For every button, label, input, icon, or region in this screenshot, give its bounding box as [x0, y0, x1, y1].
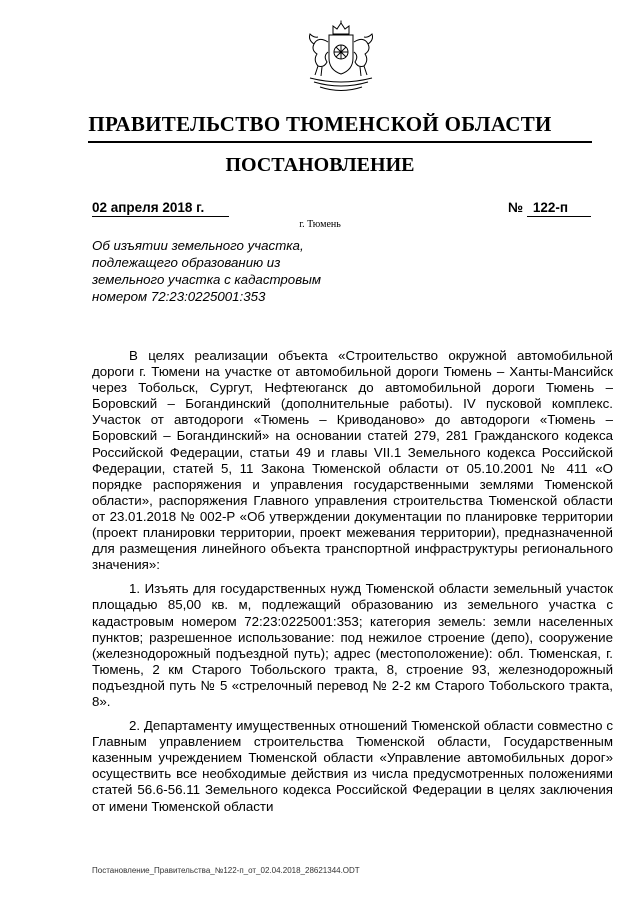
number-value: 122-п [527, 200, 591, 217]
document-city: г. Тюмень [299, 219, 341, 230]
coat-of-arms-icon [300, 20, 382, 100]
document-number [508, 200, 591, 217]
document-subject [92, 237, 362, 305]
header-divider [88, 141, 592, 143]
number-prefix: № [508, 200, 524, 215]
subject-line: номером 72:23:0225001:353 [92, 289, 266, 304]
subject-line: Об изъятии земельного участка, [92, 238, 304, 253]
subject-line: подлежащего образованию из [92, 255, 281, 270]
government-title: ПРАВИТЕЛЬСТВО ТЮМЕНСКОЙ ОБЛАСТИ [88, 112, 552, 136]
document-type: ПОСТАНОВЛЕНИЕ [225, 154, 415, 176]
document-date: 02 апреля 2018 г. [92, 200, 229, 217]
subject-line: земельного участка с кадастровым [92, 272, 322, 287]
preamble-paragraph: В целях реализации объекта «Строительство окружной автомобильной дороги г. Тюмени на участке от автомобильной дороги Тюмень – Ханты-Мансийск через Тобольск, Сургут, Нефтеюганск до автомобильной дороги Тюмень – Боровский – Богандинский (дополнительные работы). IV пусковой комплекс. Участок от автодороги «Тюмень – Криводаново» до автодороги «Тюмень – Боровский – Богандинский» на основании статей 279, 281 Гражданского кодекса Российской Федерации, статьи 49 и главы VII.1 Земельного кодекса Российской Федерации, статей 5, 11 Закона Тюменской области от 05.10.2001 № 411 «О порядке распоряжения и управления государственными землями Тюменской области», распоряжения Главного управления строительства Тюменской области от 23.01.2018 № 002-Р «Об утверждении документации по планировке территории (проект планировки территории, проект межевания территории), предназначенной для размещения линейного объекта транспортной инфраструктуры регионального значения»: [92, 348, 613, 573]
footer-filename: Постановление_Правительства_№122-п_от_02.04.2018_28621344.ODT [92, 866, 360, 875]
item-1-paragraph: 1. Изъять для государственных нужд Тюменской области земельный участок площадью 85,00 кв. м, подлежащий образованию из земельного участка с кадастровым номером 72:23:0225001:353; категория земель: земли населенных пунктов; разрешенное использование: под нежилое строение (депо), сооружение (железнодорожный подъездной путь); адрес (местоположение): обл. Тюменская, г. Тюмень, 2 км Старого Тобольского тракта, 8, строение 93, железнодорожный подъездной путь № 5 «стрелочный перевод № 2-2 км Старого Тобольского тракта, 8». [92, 581, 613, 709]
document-body [92, 348, 613, 823]
item-2-paragraph: 2. Департаменту имущественных отношений Тюменской области совместно с Главным управлением строительства Тюменской области, Государственным казенным учреждением Тюменской области «Управление автомобильных дорог» осуществить все необходимые действия из числа предусмотренных положениями статей 56.6-56.11 Земельного кодекса Российской Федерации в целях заключения от имени Тюменской области [92, 718, 613, 814]
